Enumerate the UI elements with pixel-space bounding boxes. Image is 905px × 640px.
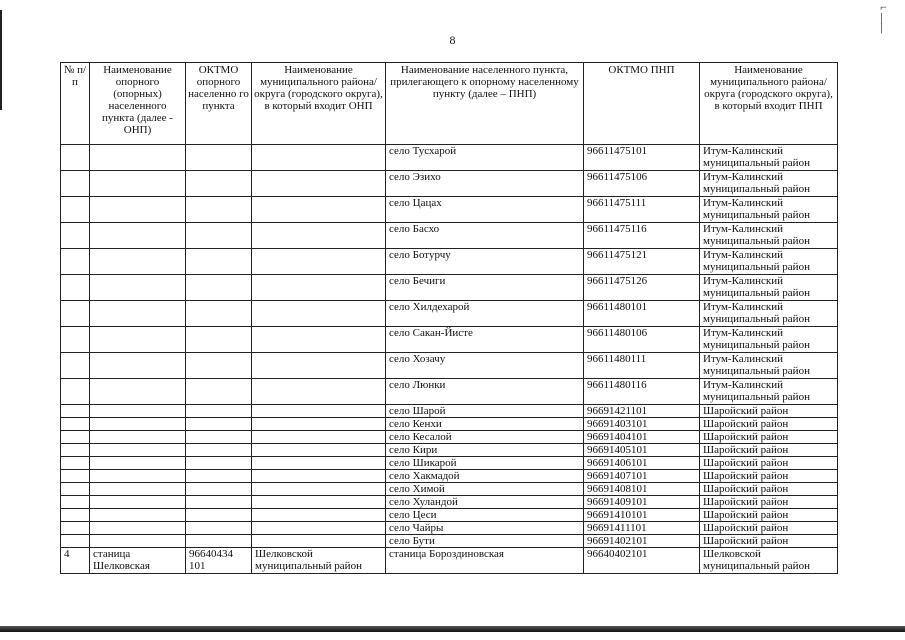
cell-pnp-oktmo: 96611475121: [584, 249, 700, 275]
settlements-table: [60, 62, 838, 574]
cell-pnp-district: Итум-Калинский муниципальный район: [700, 145, 838, 171]
table-row: [61, 509, 838, 522]
cell-onp-district: [252, 470, 386, 483]
cell-onp-district: [252, 405, 386, 418]
cell-pnp-name: село Хилдехарой: [386, 301, 584, 327]
table-row: [61, 405, 838, 418]
cell-onp-name: [90, 444, 186, 457]
cell-onp-name: [90, 197, 186, 223]
cell-onp-district: [252, 444, 386, 457]
cell-onp-oktmo: [186, 496, 252, 509]
cell-pnp-district: Итум-Калинский муниципальный район: [700, 197, 838, 223]
cell-onp-district: [252, 197, 386, 223]
cell-onp-name: [90, 483, 186, 496]
cell-onp-name: [90, 496, 186, 509]
cell-onp-oktmo: [186, 535, 252, 548]
cell-onp-name: [90, 405, 186, 418]
cell-pnp-oktmo: 96691402101: [584, 535, 700, 548]
cell-pnp-name: село Хуландой: [386, 496, 584, 509]
cell-pnp-name: село Бечиги: [386, 275, 584, 301]
header-pnp-name: Наименование населенного пункта, прилегающего к опорному населенному пункту (далее – ПНП): [386, 63, 584, 145]
cell-pnp-oktmo: 96611480111: [584, 353, 700, 379]
cell-number: 4: [61, 548, 90, 574]
table-row: [61, 457, 838, 470]
cell-pnp-name: село Чайры: [386, 522, 584, 535]
cell-onp-oktmo: [186, 470, 252, 483]
cell-pnp-oktmo: 96691405101: [584, 444, 700, 457]
cell-pnp-district: Шаройский район: [700, 444, 838, 457]
cell-onp-name: [90, 431, 186, 444]
header-onp-district: Наименование муниципального района/округа (городского округа), в который входит ОНП: [252, 63, 386, 145]
cell-onp-oktmo: [186, 249, 252, 275]
cell-pnp-district: Итум-Калинский муниципальный район: [700, 249, 838, 275]
cell-onp-oktmo: [186, 522, 252, 535]
cell-number: [61, 379, 90, 405]
cell-pnp-oktmo: 96691411101: [584, 522, 700, 535]
cell-pnp-oktmo: 96691403101: [584, 418, 700, 431]
cell-onp-oktmo: [186, 145, 252, 171]
cell-onp-oktmo: [186, 509, 252, 522]
cell-onp-district: [252, 509, 386, 522]
cell-pnp-oktmo: 96611475101: [584, 145, 700, 171]
cell-onp-name: [90, 353, 186, 379]
table-row: [61, 483, 838, 496]
cell-onp-district: [252, 249, 386, 275]
cell-pnp-oktmo: 96611475126: [584, 275, 700, 301]
cell-pnp-district: Шаройский район: [700, 535, 838, 548]
cell-pnp-oktmo: 96640402101: [584, 548, 700, 574]
cell-pnp-district: Шаройский район: [700, 470, 838, 483]
cell-pnp-name: село Хозачу: [386, 353, 584, 379]
cell-number: [61, 275, 90, 301]
cell-onp-district: [252, 522, 386, 535]
cell-onp-district: [252, 457, 386, 470]
cell-onp-district: [252, 431, 386, 444]
header-pnp-oktmo: ОКТМО ПНП: [584, 63, 700, 145]
cell-pnp-name: село Эзихо: [386, 171, 584, 197]
cell-number: [61, 470, 90, 483]
cell-onp-district: Шелковской муниципальный район: [252, 548, 386, 574]
cell-pnp-district: Шаройский район: [700, 509, 838, 522]
cell-onp-district: [252, 327, 386, 353]
cell-number: [61, 249, 90, 275]
table-row: [61, 496, 838, 509]
cell-pnp-name: село Басхо: [386, 223, 584, 249]
cell-pnp-district: Итум-Калинский муниципальный район: [700, 353, 838, 379]
cell-pnp-oktmo: 96611475106: [584, 171, 700, 197]
cell-pnp-district: Шаройский район: [700, 457, 838, 470]
table-row: [61, 535, 838, 548]
cell-onp-name: [90, 418, 186, 431]
cell-onp-oktmo: [186, 171, 252, 197]
cell-number: [61, 145, 90, 171]
header-number: № п/п: [61, 63, 90, 145]
header-onp-name: Наименование опорного (опорных) населенного пункта (далее - ОНП): [90, 63, 186, 145]
cell-pnp-district: Шелковской муниципальный район: [700, 548, 838, 574]
cell-onp-name: [90, 457, 186, 470]
cell-pnp-name: село Сакан-Йисте: [386, 327, 584, 353]
cell-pnp-district: Итум-Калинский муниципальный район: [700, 301, 838, 327]
cell-pnp-oktmo: 96611480116: [584, 379, 700, 405]
cell-pnp-name: село Люнки: [386, 379, 584, 405]
cell-pnp-name: село Тусхарой: [386, 145, 584, 171]
cell-pnp-name: село Цацах: [386, 197, 584, 223]
table-row: [61, 197, 838, 223]
table-row: [61, 470, 838, 483]
cell-onp-name: [90, 327, 186, 353]
cell-onp-district: [252, 301, 386, 327]
table-row: [61, 223, 838, 249]
cell-onp-oktmo: [186, 431, 252, 444]
table-row: [61, 171, 838, 197]
cell-onp-name: [90, 275, 186, 301]
cell-onp-name: [90, 223, 186, 249]
scan-corner-mark: ⌐ | |: [880, 0, 887, 34]
scan-bottom-edge: [0, 626, 905, 632]
cell-pnp-district: Итум-Калинский муниципальный район: [700, 379, 838, 405]
cell-pnp-oktmo: 96611475116: [584, 223, 700, 249]
cell-number: [61, 327, 90, 353]
cell-onp-name: [90, 470, 186, 483]
cell-pnp-name: село Кири: [386, 444, 584, 457]
cell-number: [61, 301, 90, 327]
cell-pnp-name: село Ботурчу: [386, 249, 584, 275]
cell-onp-oktmo: [186, 418, 252, 431]
cell-onp-district: [252, 379, 386, 405]
header-onp-oktmo: ОКТМО опорного населенно го пункта: [186, 63, 252, 145]
cell-onp-oktmo: [186, 197, 252, 223]
cell-pnp-oktmo: 96691408101: [584, 483, 700, 496]
table-row: [61, 379, 838, 405]
cell-onp-name: [90, 379, 186, 405]
cell-onp-oktmo: [186, 483, 252, 496]
cell-onp-district: [252, 535, 386, 548]
cell-onp-name: [90, 249, 186, 275]
table-row: [61, 353, 838, 379]
cell-onp-district: [252, 171, 386, 197]
cell-pnp-name: село Шикарой: [386, 457, 584, 470]
cell-onp-name: станица Шелковская: [90, 548, 186, 574]
cell-onp-district: [252, 275, 386, 301]
cell-onp-oktmo: [186, 379, 252, 405]
cell-pnp-district: Шаройский район: [700, 418, 838, 431]
cell-pnp-district: Итум-Калинский муниципальный район: [700, 223, 838, 249]
table-row: [61, 444, 838, 457]
cell-onp-oktmo: [186, 353, 252, 379]
cell-pnp-oktmo: 96691406101: [584, 457, 700, 470]
cell-number: [61, 509, 90, 522]
cell-onp-oktmo: [186, 275, 252, 301]
cell-pnp-name: село Бути: [386, 535, 584, 548]
cell-number: [61, 496, 90, 509]
cell-number: [61, 405, 90, 418]
cell-number: [61, 431, 90, 444]
scan-left-edge: [0, 10, 2, 110]
cell-onp-oktmo: [186, 327, 252, 353]
table-row: [61, 249, 838, 275]
cell-pnp-district: Итум-Калинский муниципальный район: [700, 275, 838, 301]
cell-number: [61, 223, 90, 249]
header-pnp-district: Наименование муниципального района/округа (городского округа), в который входит ПНП: [700, 63, 838, 145]
table-row: [61, 275, 838, 301]
table-row: [61, 431, 838, 444]
cell-pnp-oktmo: 96611475111: [584, 197, 700, 223]
cell-pnp-oktmo: 96691410101: [584, 509, 700, 522]
page-number: 8: [449, 33, 456, 47]
cell-onp-oktmo: [186, 223, 252, 249]
cell-onp-oktmo: [186, 405, 252, 418]
cell-pnp-oktmo: 96691409101: [584, 496, 700, 509]
table-row: [61, 522, 838, 535]
cell-pnp-name: село Кенхи: [386, 418, 584, 431]
cell-pnp-oktmo: 96691404101: [584, 431, 700, 444]
table-row: [61, 327, 838, 353]
cell-onp-name: [90, 301, 186, 327]
table-row: [61, 301, 838, 327]
cell-number: [61, 535, 90, 548]
table-row: [61, 548, 838, 574]
cell-onp-name: [90, 522, 186, 535]
cell-onp-district: [252, 483, 386, 496]
cell-pnp-name: село Кесалой: [386, 431, 584, 444]
cell-pnp-district: Итум-Калинский муниципальный район: [700, 171, 838, 197]
table-row: [61, 418, 838, 431]
cell-pnp-district: Шаройский район: [700, 431, 838, 444]
cell-onp-name: [90, 535, 186, 548]
cell-pnp-district: Шаройский район: [700, 522, 838, 535]
cell-pnp-oktmo: 96691421101: [584, 405, 700, 418]
cell-onp-district: [252, 496, 386, 509]
cell-pnp-name: село Хакмадой: [386, 470, 584, 483]
cell-pnp-oktmo: 96611480106: [584, 327, 700, 353]
cell-pnp-name: село Цеси: [386, 509, 584, 522]
cell-onp-name: [90, 509, 186, 522]
cell-pnp-oktmo: 96691407101: [584, 470, 700, 483]
cell-onp-oktmo: [186, 444, 252, 457]
cell-onp-district: [252, 223, 386, 249]
cell-pnp-district: Шаройский район: [700, 483, 838, 496]
cell-onp-oktmo: [186, 457, 252, 470]
cell-pnp-name: село Химой: [386, 483, 584, 496]
cell-pnp-name: село Шарой: [386, 405, 584, 418]
cell-number: [61, 522, 90, 535]
cell-number: [61, 457, 90, 470]
cell-pnp-district: Шаройский район: [700, 405, 838, 418]
cell-number: [61, 171, 90, 197]
table-header-row: [61, 63, 838, 145]
table-row: [61, 145, 838, 171]
cell-number: [61, 418, 90, 431]
cell-onp-oktmo: [186, 301, 252, 327]
cell-pnp-district: Шаройский район: [700, 496, 838, 509]
cell-number: [61, 483, 90, 496]
cell-pnp-oktmo: 96611480101: [584, 301, 700, 327]
cell-pnp-district: Итум-Калинский муниципальный район: [700, 327, 838, 353]
cell-onp-district: [252, 418, 386, 431]
cell-number: [61, 197, 90, 223]
cell-pnp-name: станица Бороздиновская: [386, 548, 584, 574]
cell-number: [61, 353, 90, 379]
cell-onp-name: [90, 145, 186, 171]
cell-onp-oktmo: 96640434 101: [186, 548, 252, 574]
cell-onp-district: [252, 145, 386, 171]
cell-onp-name: [90, 171, 186, 197]
cell-onp-district: [252, 353, 386, 379]
cell-number: [61, 444, 90, 457]
